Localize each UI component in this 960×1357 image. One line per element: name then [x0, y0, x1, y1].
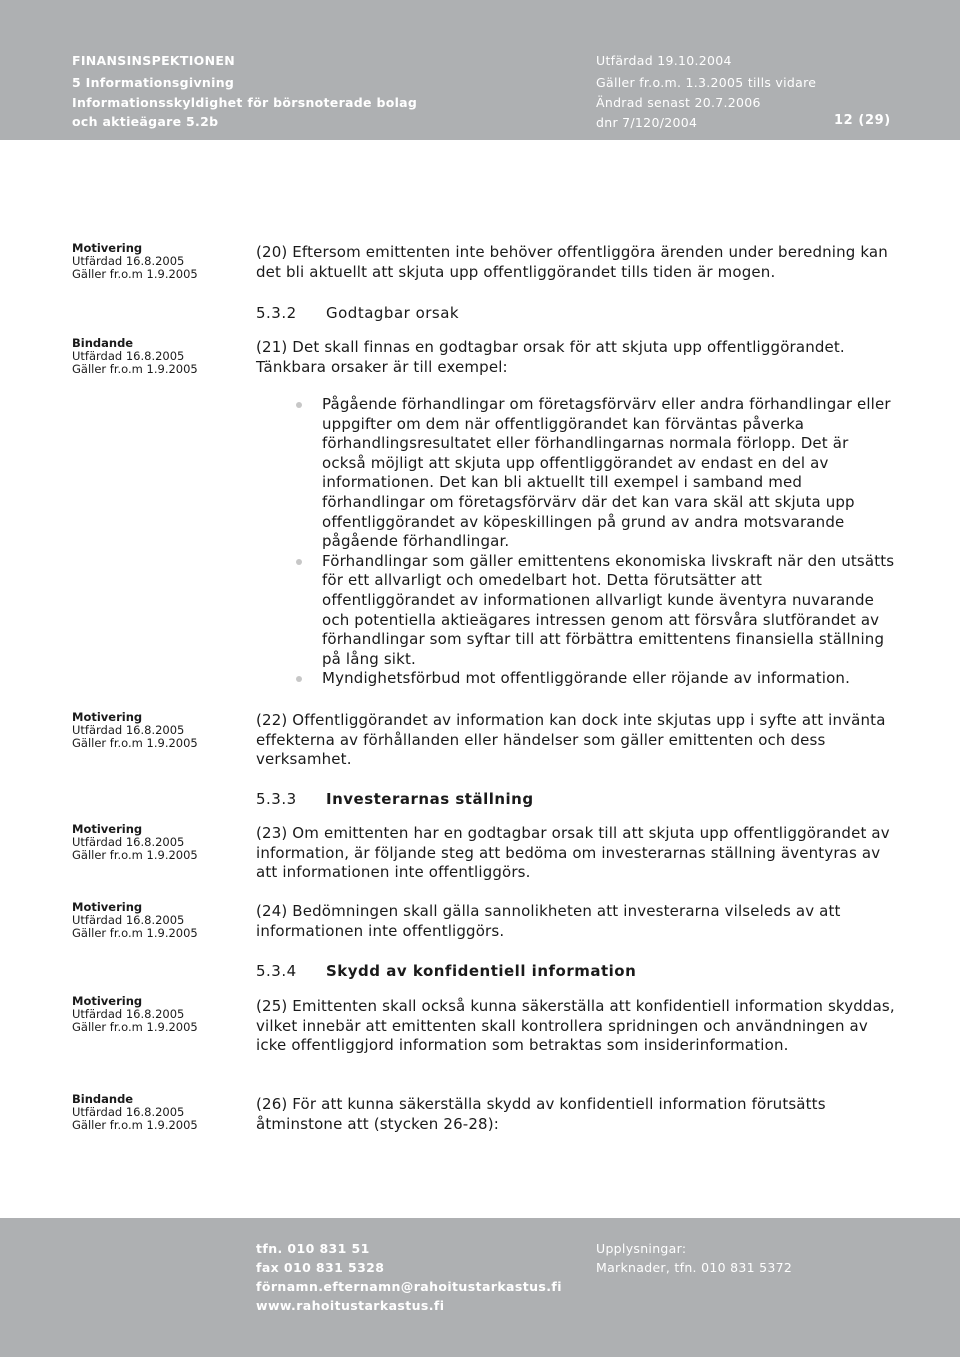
- margin-note-valid: Gäller fr.o.m 1.9.2005: [72, 736, 198, 750]
- margin-note-valid: Gäller fr.o.m 1.9.2005: [72, 362, 198, 376]
- margin-note-valid: Gäller fr.o.m 1.9.2005: [72, 848, 198, 862]
- section-title: Investerarnas ställning: [326, 790, 534, 808]
- margin-note: [72, 242, 198, 281]
- margin-note-issued: Utfärdad 16.8.2005: [72, 835, 185, 849]
- section-title: Godtagbar orsak: [326, 304, 460, 322]
- list-item-text: Myndighetsförbud mot offentliggörande eller röjande av information.: [322, 669, 850, 688]
- bullet-icon: [296, 402, 302, 408]
- page-footer: [0, 1218, 960, 1357]
- bullet-icon: [296, 559, 302, 565]
- margin-note-issued: Utfärdad 16.8.2005: [72, 1105, 185, 1119]
- paragraph-21: (21) Det skall finnas en godtagbar orsak för att skjuta upp offentliggörandet. Tänkbara orsaker är till exempel:: [256, 338, 845, 376]
- paragraph-25: (25) Emittenten skall också kunna säkerställa att konfidentiell information skyddas, vilket innebär att emittenten skall kontrollera spridningen och användningen av icke offentliggjord information som betraktas som insiderinformation.: [256, 997, 895, 1054]
- changed-date: Ändrad senast 20.7.2006: [596, 95, 761, 110]
- margin-note-type: Motivering: [72, 241, 143, 255]
- margin-note: [72, 337, 198, 376]
- section-heading: [256, 790, 534, 808]
- list-item: [296, 395, 896, 552]
- margin-note: [72, 823, 198, 862]
- bullet-icon: [296, 676, 302, 682]
- paragraph-24: (24) Bedömningen skall gälla sannolikheten att investerarna vilseleds av att informationen inte offentliggörs.: [256, 902, 841, 940]
- list-item-text: Förhandlingar som gäller emittentens ekonomiska livskraft när den utsätts för ett allvarligt och omedelbart hot. Detta förutsätter att offentliggörandet av informationen allvarligt kunde äventyra nuvarande och potentiella aktieägares intressen genom att försvåra slutförandet av förhandlingar som syftar till att förbättra emittentens finansiella ställning på lång sikt.: [322, 551, 895, 668]
- footer-info-label: Upplysningar:: [596, 1241, 687, 1256]
- section-heading: [256, 304, 459, 322]
- footer-info-value: Marknader, tfn. 010 831 5372: [596, 1260, 793, 1275]
- margin-note-valid: Gäller fr.o.m 1.9.2005: [72, 1020, 198, 1034]
- paragraph-23: (23) Om emittenten har en godtagbar orsak till att skjuta upp offentliggörandet av information, är följande steg att bedöma om investerarnas ställning äventyras av att informationen inte offentliggörs.: [256, 824, 890, 881]
- footer-web: www.rahoitustarkastus.fi: [256, 1298, 445, 1313]
- chapter-title: 5 Informationsgivning: [72, 75, 235, 90]
- issued-date: Utfärdad 19.10.2004: [596, 53, 732, 68]
- section-heading: [256, 962, 636, 980]
- margin-note-issued: Utfärdad 16.8.2005: [72, 1007, 185, 1021]
- margin-note-issued: Utfärdad 16.8.2005: [72, 349, 185, 363]
- topic-line-1: Informationsskyldighet för börsnoterade bolag: [72, 95, 418, 110]
- footer-fax: fax 010 831 5328: [256, 1260, 385, 1275]
- page-header: [0, 0, 960, 140]
- page-number: 12 (29): [834, 113, 891, 128]
- margin-note-issued: Utfärdad 16.8.2005: [72, 723, 185, 737]
- margin-note-valid: Gäller fr.o.m 1.9.2005: [72, 1118, 198, 1132]
- list-item: [296, 669, 896, 689]
- paragraph-22: (22) Offentliggörandet av information kan dock inte skjutas upp i syfte att invänta effekterna av förhållanden eller händelser som gäller emittenten och dess verksamhet.: [256, 711, 886, 768]
- paragraph-20: (20) Eftersom emittenten inte behöver offentliggöra ärenden under beredning kan det bli aktuellt att skjuta upp offentliggörandet tills tiden är mogen.: [256, 243, 888, 281]
- margin-note-issued: Utfärdad 16.8.2005: [72, 254, 185, 268]
- bullet-list: [296, 395, 896, 689]
- footer-phone: tfn. 010 831 51: [256, 1241, 370, 1256]
- paragraph-26: (26) För att kunna säkerställa skydd av konfidentiell information förutsätts åtminstone att (stycken 26-28):: [256, 1095, 826, 1133]
- margin-note: [72, 1093, 198, 1132]
- margin-note-valid: Gäller fr.o.m 1.9.2005: [72, 267, 198, 281]
- margin-note-type: Motivering: [72, 710, 143, 724]
- section-number: 5.3.2: [256, 304, 297, 322]
- list-item: [296, 552, 896, 670]
- margin-note-type: Motivering: [72, 822, 143, 836]
- margin-note: [72, 995, 198, 1034]
- org-name: FINANSINSPEKTIONEN: [72, 53, 235, 68]
- section-title: Skydd av konfidentiell information: [326, 962, 637, 980]
- valid-from: Gäller fr.o.m. 1.3.2005 tills vidare: [596, 75, 817, 90]
- margin-note-type: Bindande: [72, 336, 134, 350]
- margin-note: [72, 901, 198, 940]
- footer-email: förnamn.efternamn@rahoitustarkastus.fi: [256, 1279, 562, 1294]
- section-number: 5.3.4: [256, 962, 297, 980]
- margin-note: [72, 711, 198, 750]
- topic-line-2: och aktieägare 5.2b: [72, 114, 219, 129]
- margin-note-valid: Gäller fr.o.m 1.9.2005: [72, 926, 198, 940]
- margin-note-type: Motivering: [72, 900, 143, 914]
- margin-note-type: Motivering: [72, 994, 143, 1008]
- list-item-text: Pågående förhandlingar om företagsförvärv eller andra förhandlingar eller uppgifter om dem när offentliggörandet kan förväntas påverka förhandlingsresultatet eller förhandlingarnas normala förlopp. Det är också möjligt att skjuta upp offentliggörandet av endast en del av informationen. Det kan bli aktuellt till exempel i samband med förhandlingar om företagsförvärv där det kan vara skäl att skjuta upp offentliggörandet av köpeskillingen på grund av andra motsvarande pågående förhandlingar.: [322, 395, 891, 551]
- margin-note-issued: Utfärdad 16.8.2005: [72, 913, 185, 927]
- margin-note-type: Bindande: [72, 1092, 134, 1106]
- dnr: dnr 7/120/2004: [596, 115, 698, 130]
- section-number: 5.3.3: [256, 790, 297, 808]
